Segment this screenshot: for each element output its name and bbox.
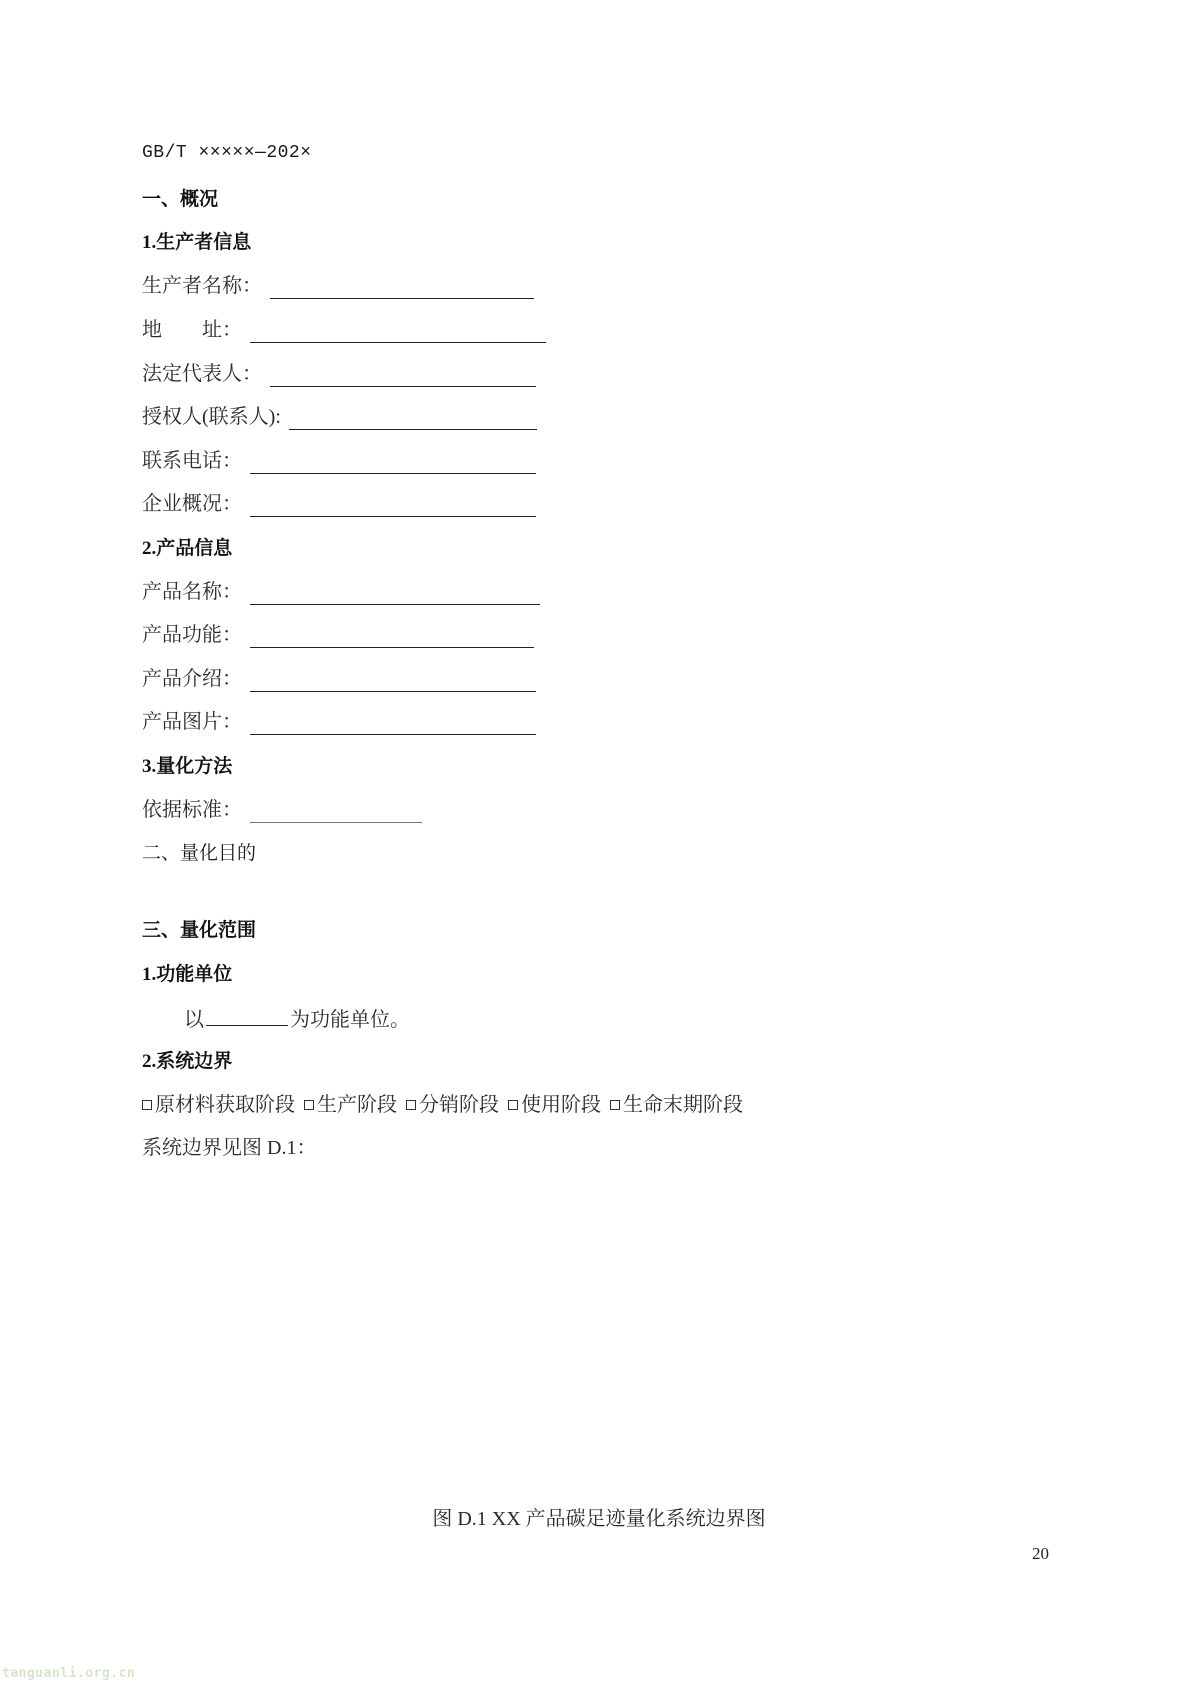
stage-label: 生命末期阶段 xyxy=(623,1094,743,1116)
section-title-scope: 三、量化范围 xyxy=(142,919,257,941)
field-product-introduction xyxy=(142,666,536,692)
field-product-image xyxy=(142,709,536,735)
legal-representative-input[interactable] xyxy=(270,366,536,387)
field-address xyxy=(142,317,546,343)
stage-label: 分销阶段 xyxy=(419,1094,499,1116)
functional-unit-suffix: 为功能单位。 xyxy=(290,1009,410,1031)
address-input[interactable] xyxy=(250,322,546,343)
subsection-title-system-boundary xyxy=(142,1048,232,1075)
product-function-input[interactable] xyxy=(250,627,534,648)
field-label: 授权人(联系人): xyxy=(142,406,281,428)
subsection-number: 2. xyxy=(142,1051,157,1072)
field-label: 产品图片： xyxy=(142,711,242,733)
field-authorized-contact xyxy=(142,404,537,430)
contact-phone-input[interactable] xyxy=(250,453,536,474)
field-label: 企业概况： xyxy=(142,493,242,515)
field-basis-standard xyxy=(142,797,422,823)
stage-label: 原材料获取阶段 xyxy=(155,1094,295,1116)
field-product-name xyxy=(142,579,540,605)
authorized-contact-input[interactable] xyxy=(289,409,537,430)
functional-unit-prefix: 以 xyxy=(184,1009,204,1031)
functional-unit-sentence xyxy=(184,1005,410,1033)
basis-standard-input[interactable] xyxy=(250,802,422,823)
field-label: 产品名称： xyxy=(142,581,242,603)
section-title-overview: 一、概况 xyxy=(142,188,219,210)
system-boundary-stages xyxy=(142,1092,743,1118)
checkbox-end-of-life-stage[interactable] xyxy=(610,1100,620,1110)
field-label: 生产者名称： xyxy=(142,275,262,297)
product-name-input[interactable] xyxy=(250,584,540,605)
subsection-title-product-info xyxy=(142,535,232,562)
subsection-title-producer-info xyxy=(142,229,251,256)
system-boundary-note: 系统边界见图 D.1： xyxy=(142,1137,317,1159)
field-label: 产品介绍： xyxy=(142,668,242,690)
checkbox-use-stage[interactable] xyxy=(508,1100,518,1110)
subsection-label: 量化方法 xyxy=(156,755,233,777)
field-label: 法定代表人： xyxy=(142,363,262,385)
checkbox-production-stage[interactable] xyxy=(304,1100,314,1110)
checkbox-raw-material-stage[interactable] xyxy=(142,1100,152,1110)
subsection-label: 生产者信息 xyxy=(156,231,252,253)
section-title-purpose: 二、量化目的 xyxy=(142,842,257,864)
company-overview-input[interactable] xyxy=(250,496,536,517)
producer-name-input[interactable] xyxy=(270,278,534,299)
subsection-label: 系统边界 xyxy=(156,1050,233,1072)
field-label: 地 址： xyxy=(142,319,242,341)
field-producer-name xyxy=(142,273,534,299)
field-product-function xyxy=(142,622,534,648)
subsection-number: 3. xyxy=(142,756,157,777)
subsection-label: 产品信息 xyxy=(156,537,233,559)
field-label: 产品功能： xyxy=(142,624,242,646)
field-label: 依据标准： xyxy=(142,799,242,821)
subsection-number: 1. xyxy=(142,232,157,253)
field-label: 联系电话： xyxy=(142,450,242,472)
subsection-label: 功能单位 xyxy=(156,963,233,985)
field-company-overview xyxy=(142,491,536,517)
subsection-number: 2. xyxy=(142,538,157,559)
figure-caption: 图 D.1 XX 产品碳足迹量化系统边界图 xyxy=(432,1508,766,1530)
field-legal-representative xyxy=(142,361,536,387)
subsection-title-functional-unit xyxy=(142,961,232,988)
stage-label: 生产阶段 xyxy=(317,1094,397,1116)
watermark: tanguanli.org.cn xyxy=(2,1666,136,1681)
stage-label: 使用阶段 xyxy=(521,1094,601,1116)
functional-unit-input[interactable] xyxy=(206,1005,288,1026)
field-contact-phone xyxy=(142,448,536,474)
checkbox-distribution-stage[interactable] xyxy=(406,1100,416,1110)
page-number: 20 xyxy=(1032,1544,1049,1563)
standard-code-header: GB/T ×××××—202× xyxy=(142,143,312,163)
product-introduction-input[interactable] xyxy=(250,671,536,692)
product-image-input[interactable] xyxy=(250,714,536,735)
subsection-title-method xyxy=(142,753,232,780)
subsection-number: 1. xyxy=(142,964,157,985)
